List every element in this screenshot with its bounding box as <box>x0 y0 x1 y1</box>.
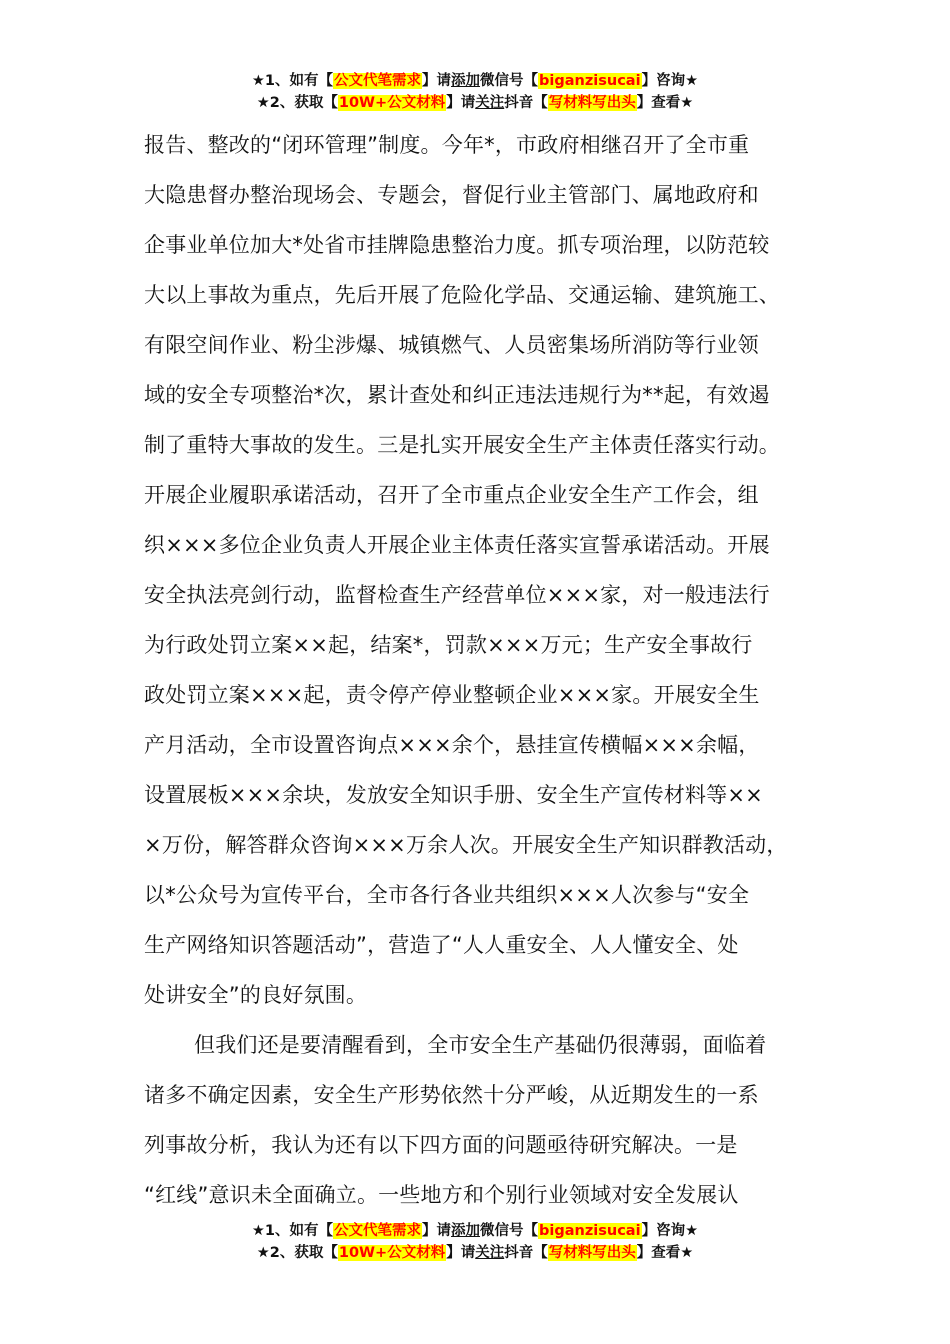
body-line: 为行政处罚立案××起，结案*，罚款×××万元；生产安全事故行 <box>144 633 753 657</box>
promo-wechat-id: biganzisucai <box>539 1223 641 1239</box>
promo-emphasis: 添加 <box>451 73 481 89</box>
promo-text: 】查看★ <box>636 1245 694 1261</box>
promo-line-1 <box>0 1220 950 1242</box>
promo-text: 抖音【 <box>504 1245 548 1261</box>
promo-highlight: 公文代笔需求 <box>334 1223 422 1239</box>
promo-text: ★1、如有【 <box>251 1223 334 1239</box>
body-line: 制了重特大事故的发生。三是扎实开展安全生产主体责任落实行动。 <box>144 433 780 457</box>
promo-text: ★1、如有【 <box>251 73 334 89</box>
body-line: 织×××多位企业负责人开展企业主体责任落实宣誓承诺活动。开展 <box>144 533 770 557</box>
body-line: 大隐患督办整治现场会、专题会，督促行业主管部门、属地政府和 <box>144 183 759 207</box>
body-line: 诸多不确定因素，安全生产形势依然十分严峻，从近期发生的一系 <box>144 1083 759 1107</box>
body-line: “红线”意识未全面确立。一些地方和个别行业领域对安全发展认 <box>144 1183 739 1207</box>
promo-highlight: 公文代笔需求 <box>334 73 422 89</box>
body-line: 设置展板×××余块，发放安全知识手册、安全生产宣传材料等×× <box>144 783 763 807</box>
body-line: 列事故分析，我认为还有以下四方面的问题亟待研究解决。一是 <box>144 1133 738 1157</box>
promo-wechat-id: biganzisucai <box>539 73 641 89</box>
body-line: 政处罚立案×××起，责令停产停业整顿企业×××家。开展安全生 <box>144 683 760 707</box>
body-line: 处讲安全”的良好氛围。 <box>144 983 368 1007</box>
paragraph-start-line: 但我们还是要清醒看到，全市安全生产基础仍很薄弱，面临着 <box>194 1033 767 1057</box>
promo-text: 】请 <box>422 1223 452 1239</box>
promo-douyin-id: 写材料写出头 <box>548 1245 636 1261</box>
body-line: 以*公众号为宣传平台，全市各行各业共组织×××人次参与“安全 <box>144 883 750 907</box>
promo-text: ★2、获取【 <box>256 1245 338 1261</box>
body-line: 产月活动，全市设置咨询点×××余个，悬挂宣传横幅×××余幅， <box>144 733 760 757</box>
promo-highlight: 10W+公文材料 <box>338 95 446 111</box>
body-line: ×万份，解答群众咨询×××万余人次。开展安全生产知识群教活动， <box>144 833 788 857</box>
body-line: 有限空间作业、粉尘涉爆、城镇燃气、人员密集场所消防等行业领 <box>144 333 759 357</box>
body-line: 大以上事故为重点，先后开展了危险化学品、交通运输、建筑施工、 <box>144 283 780 307</box>
promo-douyin-id: 写材料写出头 <box>548 95 636 111</box>
promo-text: 】咨询★ <box>641 73 699 89</box>
promo-text: 】请 <box>446 1245 476 1261</box>
body-line: 报告、整改的“闭环管理”制度。今年*，市政府相继召开了全市重 <box>144 133 750 157</box>
promo-highlight: 10W+公文材料 <box>338 1245 446 1261</box>
body-line: 域的安全专项整治*次，累计查处和纠正违法违规行为**起，有效遏 <box>144 383 770 407</box>
promo-text: 抖音【 <box>504 95 548 111</box>
promo-text: 微信号【 <box>480 73 539 89</box>
body-line: 企事业单位加大*处省市挂牌隐患整治力度。抓专项治理，以防范较 <box>144 233 770 257</box>
document-body <box>144 120 834 1220</box>
footer-promo-banner <box>0 1220 950 1264</box>
promo-line-2 <box>0 92 950 114</box>
promo-text: 】请 <box>446 95 476 111</box>
header-promo-banner <box>0 70 950 114</box>
promo-line-1 <box>0 70 950 92</box>
promo-emphasis: 关注 <box>475 95 505 111</box>
promo-emphasis: 关注 <box>475 1245 505 1261</box>
promo-text: ★2、获取【 <box>256 95 338 111</box>
body-line: 安全执法亮剑行动，监督检查生产经营单位×××家，对一般违法行 <box>144 583 770 607</box>
promo-text: 】查看★ <box>636 95 694 111</box>
promo-text: 微信号【 <box>480 1223 539 1239</box>
body-line: 生产网络知识答题活动”，营造了“人人重安全、人人懂安全、处 <box>144 933 739 957</box>
promo-emphasis: 添加 <box>451 1223 481 1239</box>
promo-line-2 <box>0 1242 950 1264</box>
promo-text: 】请 <box>422 73 452 89</box>
promo-text: 】咨询★ <box>641 1223 699 1239</box>
body-line: 开展企业履职承诺活动，召开了全市重点企业安全生产工作会，组 <box>144 483 759 507</box>
